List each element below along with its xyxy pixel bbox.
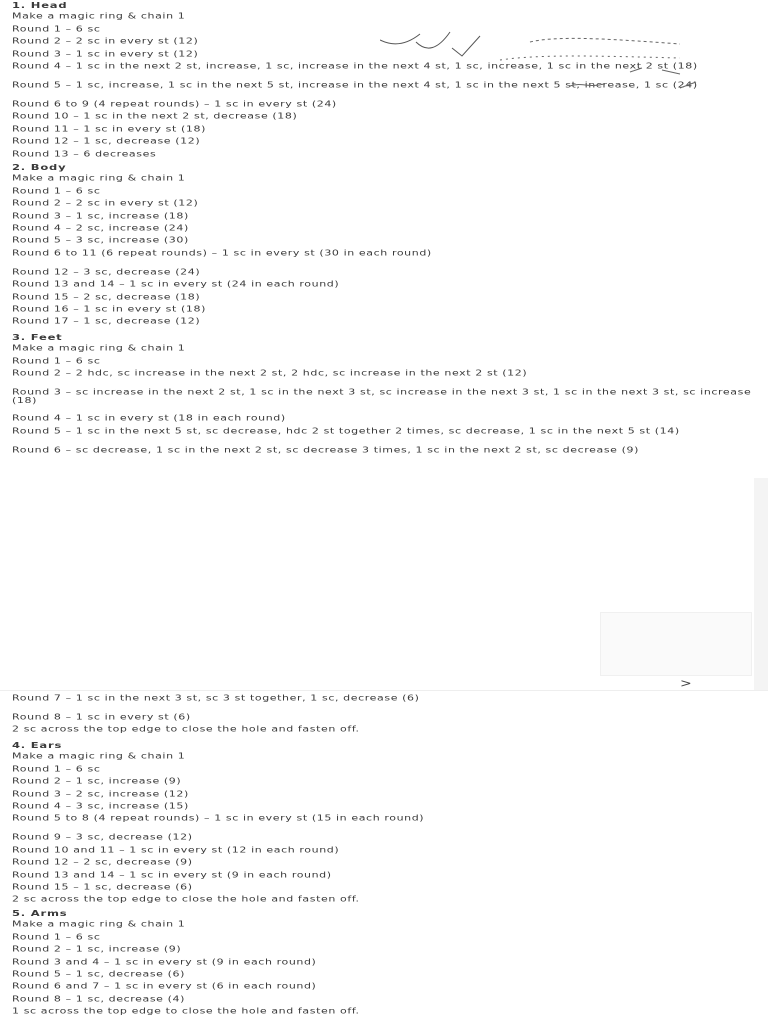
pattern-line: 2 sc across the top edge to close the hole and fasten off. (12, 894, 360, 904)
section-title: 1. Head (12, 0, 68, 11)
pattern-line: Round 4 – 1 sc in every st (18 in each round) (12, 413, 286, 423)
pattern-line: Round 4 – 1 sc in the next 2 st, increase, 1 sc, increase in the next 4 st, 1 sc, increase, 1 sc in the next 2 st (18) (12, 61, 698, 71)
section-title: 3. Feet (12, 332, 63, 343)
pattern-line: Make a magic ring & chain 1 (12, 11, 186, 22)
pattern-line: Round 6 – sc decrease, 1 sc in the next 2 st, sc decrease 3 times, 1 sc in the next 2 st, sc decrease (9) (12, 444, 639, 455)
handwritten-notes-drawing (380, 28, 720, 118)
pattern-line: Round 6 and 7 – 1 sc in every st (6 in each round) (12, 981, 317, 991)
pattern-line: Round 10 and 11 – 1 sc in every st (12 in each round) (12, 845, 340, 855)
pattern-line: Round 1 – 6 sc (12, 24, 101, 34)
pattern-line: Round 11 – 1 sc in every st (18) (12, 124, 206, 134)
pattern-line: Round 4 – 2 sc, increase (24) (12, 223, 189, 233)
pattern-line: Round 8 – 1 sc, decrease (4) (12, 994, 186, 1004)
pattern-line: Round 5 – 1 sc, decrease (6) (12, 969, 186, 979)
pattern-line: Round 12 – 2 sc, decrease (9) (12, 857, 193, 867)
pattern-line: Round 4 – 3 sc, increase (15) (12, 801, 189, 811)
pattern-line: Round 1 – 6 sc (12, 186, 101, 196)
pattern-line: Round 5 – 1 sc in the next 5 st, sc decrease, hdc 2 st together 2 times, sc decrease, 1 sc in the next 5 st (14) (12, 425, 680, 436)
section-body (12, 162, 752, 330)
pattern-line: Round 3 and 4 – 1 sc in every st (9 in each round) (12, 956, 317, 967)
pattern-line: 1 sc across the top edge to close the hole and fasten off. (12, 1006, 360, 1016)
divider (0, 690, 768, 691)
section-ears (12, 740, 752, 908)
chevron-right-icon[interactable]: > (680, 677, 692, 691)
pattern-line: Round 10 – 1 sc in the next 2 st, decrease (18) (12, 111, 298, 121)
pattern-line: Round 6 to 11 (6 repeat rounds) – 1 sc in every st (30 in each round) (12, 248, 432, 258)
pattern-line: Make a magic ring & chain 1 (12, 751, 186, 762)
pattern-line: Round 7 – 1 sc in the next 3 st, sc 3 st together, 1 sc, decrease (6) (12, 693, 420, 703)
pattern-line: 2 sc across the top edge to close the hole and fasten off. (12, 724, 360, 735)
pattern-line: Round 3 – sc increase in the next 2 st, 1 sc in the next 3 st, sc increase in the next 3 st, 1 sc in the next 3 st, sc increase (18) (12, 387, 752, 406)
pattern-line: Round 1 – 6 sc (12, 764, 101, 774)
pattern-line: Round 5 – 1 sc, increase, 1 sc in the next 5 st, increase in the next 4 st, 1 sc in the next 5 st, increase, 1 sc (24) (12, 80, 698, 90)
pattern-line: Round 2 – 2 hdc, sc increase in the next 2 st, 2 hdc, sc increase in the next 2 st (12) (12, 368, 528, 378)
pattern-line: Round 3 – 1 sc in every st (12) (12, 48, 199, 59)
pattern-line: Round 8 – 1 sc in every st (6) (12, 712, 191, 722)
pattern-line: Make a magic ring & chain 1 (12, 173, 186, 184)
pattern-line: Round 9 – 3 sc, decrease (12) (12, 832, 193, 842)
scrollbar-strip[interactable] (754, 478, 768, 690)
section-feet-continued (12, 694, 752, 738)
pattern-line: Round 13 and 14 – 1 sc in every st (9 in each round) (12, 869, 332, 880)
section-arms (12, 908, 752, 1020)
faint-image-placeholder (600, 612, 752, 676)
section-title: 4. Ears (12, 740, 63, 751)
pattern-line: Round 15 – 1 sc, decrease (6) (12, 882, 193, 892)
pattern-line: Round 5 – 3 sc, increase (30) (12, 235, 189, 245)
pattern-line: Round 1 – 6 sc (12, 932, 101, 942)
pattern-line: Round 2 – 1 sc, increase (9) (12, 776, 182, 786)
pattern-line: Round 5 to 8 (4 repeat rounds) – 1 sc in every st (15 in each round) (12, 813, 425, 823)
pattern-line: Round 13 – 6 decreases (12, 148, 157, 159)
pattern-line: Round 6 to 9 (4 repeat rounds) – 1 sc in every st (24) (12, 99, 337, 109)
pattern-line: Round 12 – 3 sc, decrease (24) (12, 267, 201, 277)
pattern-line: Make a magic ring & chain 1 (12, 343, 186, 354)
pattern-line: Round 3 – 2 sc, increase (12) (12, 788, 189, 799)
section-title: 5. Arms (12, 908, 68, 919)
section-title: 2. Body (12, 162, 67, 173)
pattern-line: Round 12 – 1 sc, decrease (12) (12, 136, 201, 146)
pattern-line: Round 2 – 2 sc in every st (12) (12, 36, 199, 46)
pattern-line: Round 1 – 6 sc (12, 356, 101, 366)
pattern-line: Round 16 – 1 sc in every st (18) (12, 304, 206, 314)
pattern-line: Round 2 – 2 sc in every st (12) (12, 198, 199, 208)
pattern-line: Round 13 and 14 – 1 sc in every st (24 in each round) (12, 279, 340, 289)
pattern-line: Round 2 – 1 sc, increase (9) (12, 944, 182, 954)
pattern-line: Make a magic ring & chain 1 (12, 919, 186, 930)
pattern-line: Round 3 – 1 sc, increase (18) (12, 210, 189, 221)
pattern-line: Round 17 – 1 sc, decrease (12) (12, 316, 201, 326)
pattern-line: Round 15 – 2 sc, decrease (18) (12, 291, 201, 302)
section-feet (12, 332, 752, 465)
